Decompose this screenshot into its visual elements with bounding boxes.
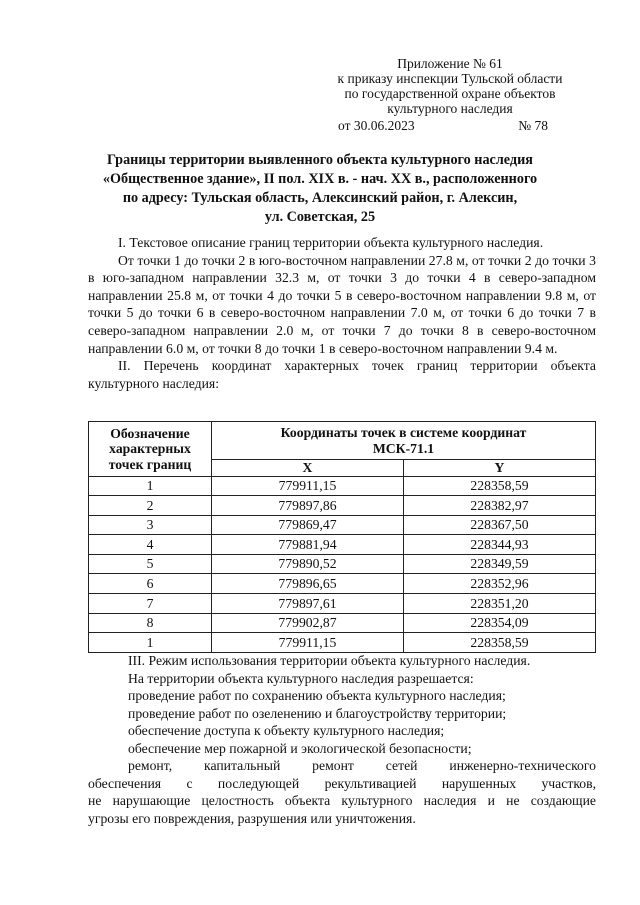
table-row [89, 535, 596, 555]
table-row [89, 613, 596, 633]
point-cell: 5 [89, 554, 212, 574]
y-cell: 228351,20 [404, 594, 596, 614]
table-row [89, 594, 596, 614]
title-line-3: по адресу: Тульская область, Алексинский район, г. Алексин, [122, 190, 518, 206]
item-5-line-1: ремонт, капитальный ремонт сетей инженерно-технического [128, 758, 596, 773]
coord-header-line-2: МСК-71.1 [372, 440, 435, 456]
table-row [89, 554, 596, 574]
item-5-line-3: не нарушающие целостность объекта культурного наследия и не создающие [88, 793, 596, 809]
allowed-item-5 [88, 757, 596, 827]
x-cell: 779911,15 [212, 476, 404, 496]
table-row [89, 496, 596, 516]
point-header-line-3: точек границ [108, 456, 192, 472]
coordinate-system-header [212, 422, 596, 460]
y-cell: 228352,96 [404, 574, 596, 594]
section-1-heading: I. Текстовое описание границ территории объекта культурного наследия. [118, 235, 544, 250]
table-row [89, 633, 596, 653]
order-dateline [338, 118, 548, 134]
point-cell: 3 [89, 515, 212, 535]
x-cell: 779890,52 [212, 554, 404, 574]
appendix-line-3: по государственной охране объектов [344, 86, 556, 101]
point-cell: 6 [89, 574, 212, 594]
allowed-item-1: проведение работ по сохранению объекта культурного наследия; [128, 688, 506, 704]
section-2-heading: II. Перечень координат характерных точек границ территории объекта культурного наследия: [88, 358, 596, 391]
point-header-line-2: характерных [109, 441, 191, 456]
x-column-header: X [212, 460, 404, 477]
allowed-item-4: обеспечение мер пожарной и экологической безопасности; [128, 740, 472, 756]
title-line-1: Границы территории выявленного объекта культурного наследия [107, 152, 533, 168]
x-cell: 779911,15 [212, 633, 404, 653]
y-column-header: Y [404, 460, 596, 477]
x-cell: 779881,94 [212, 535, 404, 555]
allowed-item-2: проведение работ по озеленению и благоустройству территории; [128, 705, 507, 721]
section-3-heading: III. Режим использования территории объекта культурного наследия. [128, 653, 531, 668]
point-cell: 7 [89, 594, 212, 614]
point-cell: 1 [89, 476, 212, 496]
point-cell: 4 [89, 535, 212, 555]
point-designation-header [89, 422, 212, 477]
point-cell: 2 [89, 496, 212, 516]
y-cell: 228349,59 [404, 554, 596, 574]
title-line-2: «Общественное здание», II пол. XIX в. - нач. XX в., расположенного [102, 171, 538, 187]
x-cell: 779897,86 [212, 496, 404, 516]
x-cell: 779896,65 [212, 574, 404, 594]
section-1 [88, 234, 596, 392]
section-3 [128, 652, 596, 758]
point-cell: 8 [89, 613, 212, 633]
order-number: № 78 [518, 118, 548, 133]
allowed-intro: На территории объекта культурного наследия разрешается: [128, 670, 474, 686]
coordinates-table [88, 421, 596, 653]
allowed-item-3: обеспечение доступа к объекту культурного наследия; [128, 723, 445, 739]
table-row [89, 515, 596, 535]
table-row [89, 476, 596, 496]
appendix-header [300, 56, 600, 116]
appendix-line-2: к приказу инспекции Тульской области [337, 71, 563, 86]
appendix-line-1: Приложение № 61 [397, 56, 503, 71]
appendix-line-4: культурного наследия [387, 101, 513, 116]
y-cell: 228358,59 [404, 476, 596, 496]
y-cell: 228367,50 [404, 515, 596, 535]
x-cell: 779902,87 [212, 613, 404, 633]
table-row [89, 574, 596, 594]
section-1-text: От точки 1 до точки 2 в юго-восточном направлении 27.8 м, от точки 2 до точки 3 в юго-западном направлении 32.3 м, от точки 3 до точки 4 в северо-западном направлении 25.8 м, от точки 4 до точки 5 в северо-восточном направлении 9.8 м, от точки 5 до точки 6 в северо-восточном направлении 7.0 м, от точки 6 до точки 7 в северо-западном направлении 2.0 м, от точки 7 до точки 8 в северо-восточном направлении 6.0 м, от точки 8 до точки 1 в северо-восточном направлении 9.4 м. [88, 252, 596, 356]
point-header-line-1: Обозначение [110, 425, 190, 441]
y-cell: 228358,59 [404, 633, 596, 653]
y-cell: 228382,97 [404, 496, 596, 516]
item-5-line-2: обеспечения с последующей рекультивацией нарушенных участков, [88, 775, 596, 791]
y-cell: 228344,93 [404, 535, 596, 555]
document-title [92, 151, 548, 227]
item-5-line-4: угрозы его повреждения, разрушения или уничтожения. [88, 810, 416, 826]
coord-header-line-1: Координаты точек в системе координат [280, 425, 527, 440]
x-cell: 779897,61 [212, 594, 404, 614]
order-date: от 30.06.2023 [338, 118, 415, 133]
title-line-4: ул. Советская, 25 [264, 209, 376, 225]
x-cell: 779869,47 [212, 515, 404, 535]
point-cell: 1 [89, 633, 212, 653]
y-cell: 228354,09 [404, 613, 596, 633]
